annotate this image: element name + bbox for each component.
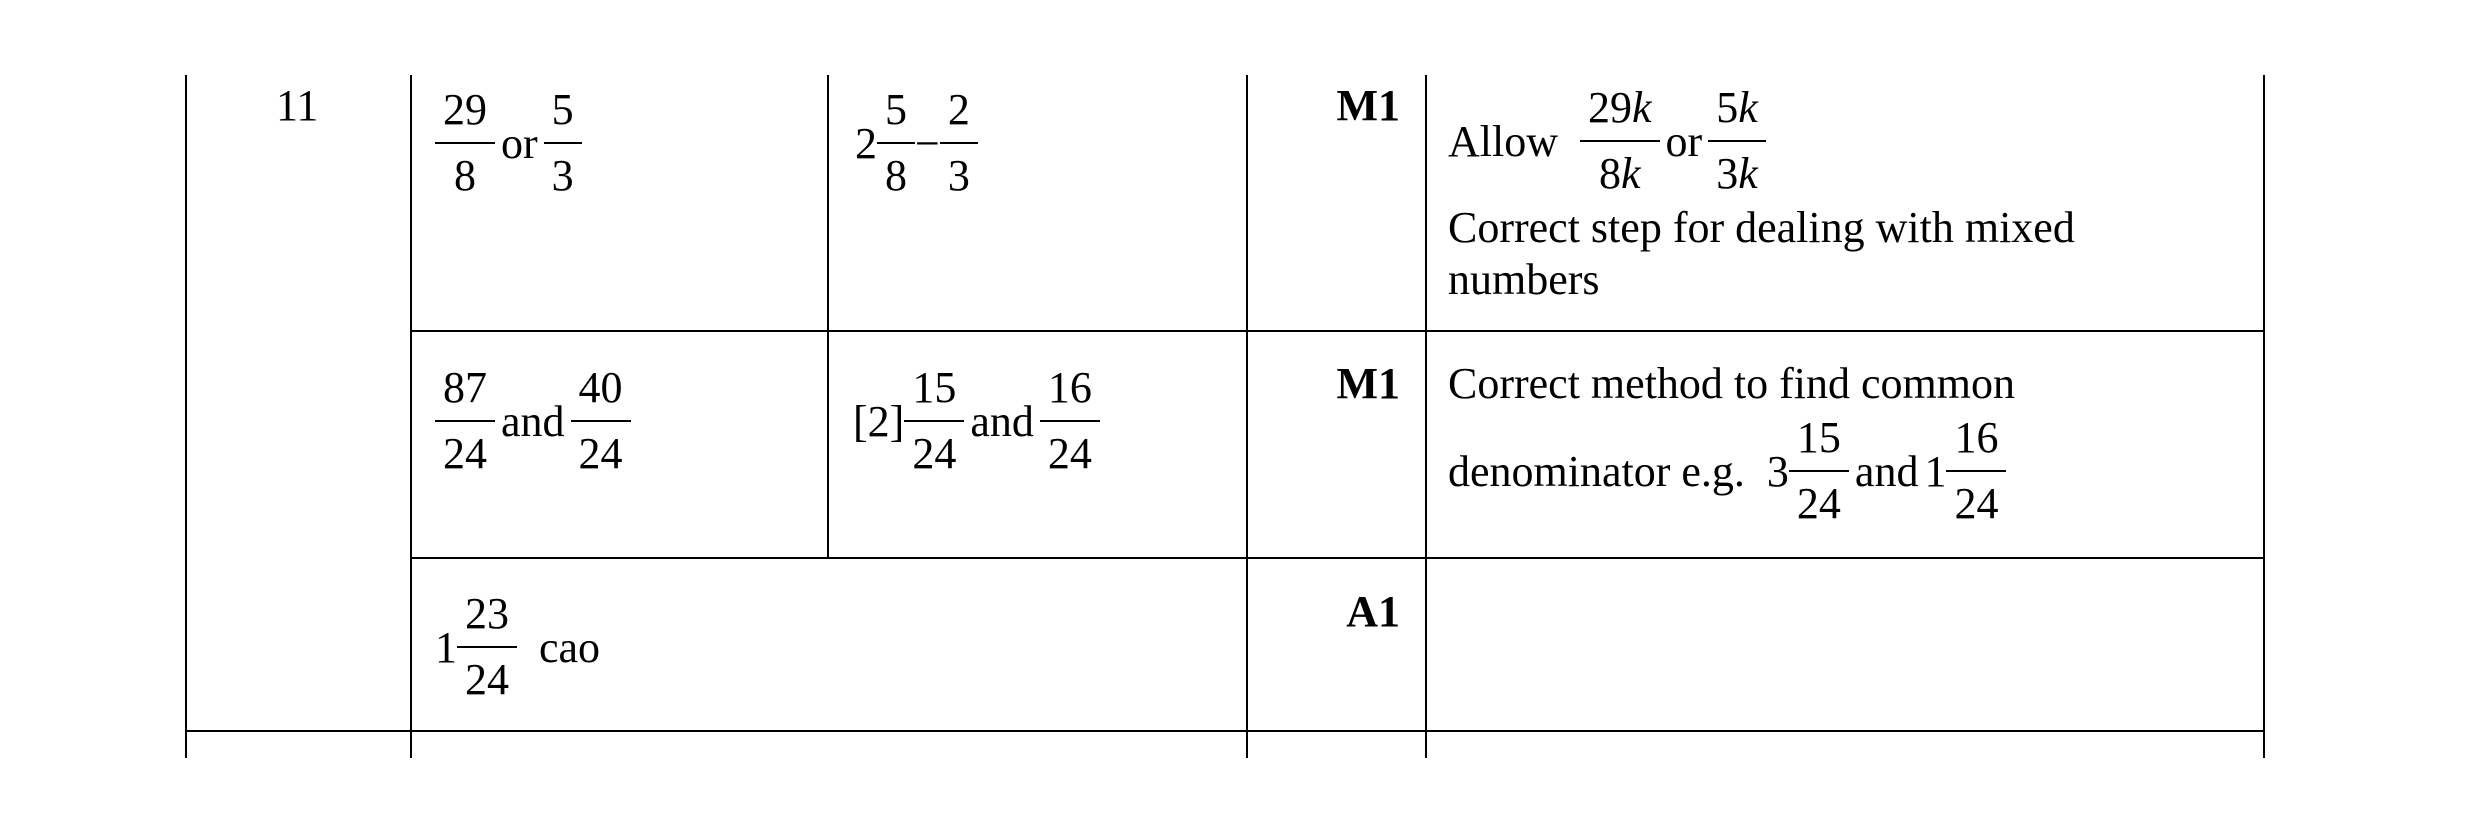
whole-number: 2 xyxy=(855,118,877,168)
fraction: $\frac{5}{3}$ xyxy=(544,88,582,198)
fraction: $\frac{5}{8}$ xyxy=(877,88,915,198)
allow-line: Allow $\frac{29k}{8k}$ or $\frac{5k}{3k}$ xyxy=(1448,86,2075,196)
working-row2: [2] $\frac{15}{24}$ and $\frac{16}{24}$ xyxy=(853,366,1100,476)
fraction: $\frac{2}{3}$ xyxy=(940,88,978,198)
row-divider-1 xyxy=(410,330,2265,332)
example-line: denominator e.g. 3 $\frac{15}{24}$ and 1 $\frac{16}{24}$ xyxy=(1448,416,2015,526)
border-left xyxy=(185,75,187,758)
answer-row3: 1 $\frac{23}{24}$ cao xyxy=(435,589,601,704)
fraction: $\frac{15}{24}$ xyxy=(904,366,964,476)
row-divider-bottom xyxy=(185,730,2265,732)
answer-row2: $\frac{87}{24}$ and $\frac{40}{24}$ xyxy=(435,366,631,476)
notes-row2 xyxy=(1448,359,2015,528)
minus-sign: − xyxy=(915,118,940,168)
mark-row3: A1 xyxy=(1346,587,1400,636)
fraction: $\frac{16}{24}$ xyxy=(1946,416,2006,526)
fraction: $\frac{16}{24}$ xyxy=(1040,366,1100,476)
or-word: or xyxy=(501,118,538,168)
border-col4 xyxy=(1425,75,1427,758)
fraction: $\frac{5k}{3k}$ xyxy=(1708,86,1766,196)
fraction: $\frac{15}{24}$ xyxy=(1789,416,1849,526)
border-col1 xyxy=(410,75,412,758)
mark-row1: M1 xyxy=(1336,81,1400,130)
cao-label: cao xyxy=(539,622,601,672)
fraction: $\frac{29k}{8k}$ xyxy=(1580,86,1660,196)
answer-row1 xyxy=(435,85,582,200)
note-text: Correct method to find common xyxy=(1448,359,2015,408)
fraction: $\frac{23}{24}$ xyxy=(457,592,517,702)
fraction: $\frac{29}{8}$ xyxy=(435,88,495,198)
question-number: 11 xyxy=(276,81,319,130)
note-text: Correct step for dealing with mixed xyxy=(1448,203,2075,252)
fraction: $\frac{40}{24}$ xyxy=(571,366,631,476)
border-right xyxy=(2263,75,2265,758)
row-divider-2 xyxy=(410,557,2265,559)
border-col2 xyxy=(827,75,829,557)
note-text: numbers xyxy=(1448,255,1600,304)
bracketed-whole: [2] xyxy=(853,396,905,446)
mark-row2: M1 xyxy=(1336,359,1400,408)
border-col3 xyxy=(1246,75,1248,758)
working-row1 xyxy=(855,85,978,200)
notes-row1 xyxy=(1448,83,2075,306)
fraction: $\frac{87}{24}$ xyxy=(435,366,495,476)
